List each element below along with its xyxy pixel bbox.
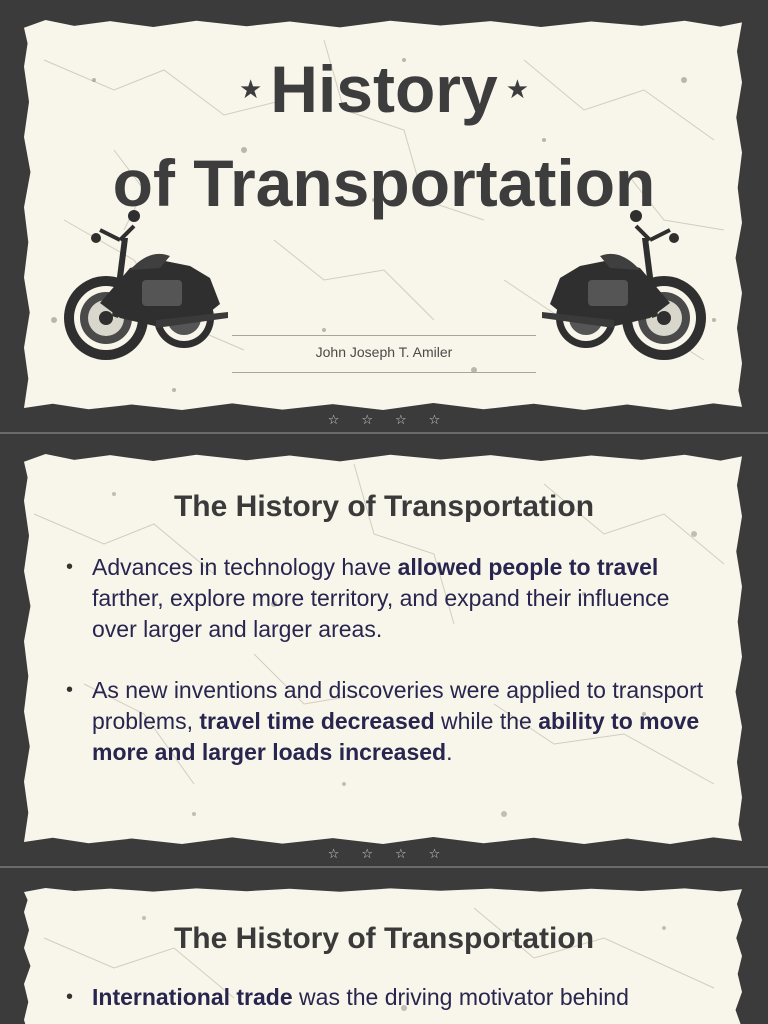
star-icon: ★ [238, 73, 263, 104]
bullet-list [66, 982, 716, 1024]
content-slide [0, 434, 768, 866]
bullet-item [66, 552, 716, 645]
content-slide-partial [0, 868, 768, 1024]
bullet-text: As new inventions and discoveries were applied to transport problems, [92, 677, 704, 734]
author-name: John Joseph T. Amiler [315, 344, 453, 360]
bullet-list [66, 552, 716, 798]
bullet-bold: travel time decreased [199, 708, 435, 734]
motorcycle-icon [60, 208, 230, 368]
bullet-bold: International trade [92, 984, 293, 1010]
bullet-item [66, 675, 716, 768]
title-line-2: of Transportation [112, 146, 656, 220]
bullet-item [66, 982, 716, 1013]
footer-stars: ☆☆☆☆ [327, 846, 463, 861]
title-line-1 [0, 52, 768, 126]
motorcycle-icon [540, 208, 710, 368]
star-icon: ★ [505, 73, 529, 104]
bullet-text: while the [434, 708, 539, 734]
bullet-bold: ability to move more and larger loads increased [92, 708, 700, 765]
bullet-text: . [446, 739, 453, 765]
slide-title: The History of Transportation [173, 922, 595, 955]
divider-line [232, 335, 536, 336]
bullet-bold: allowed people to travel [397, 554, 659, 580]
slide-title: The History of Transportation [173, 490, 595, 523]
bullet-text: Advances in technology have [92, 554, 398, 580]
bullet-text: was the driving motivator behind [292, 984, 629, 1010]
divider-line [232, 372, 536, 373]
title-text-1: History [270, 52, 498, 126]
footer-stars: ☆☆☆☆ [327, 412, 463, 427]
title-slide [0, 0, 768, 432]
bullet-text: farther, explore more territory, and expand their influence over larger and larger areas. [92, 585, 670, 642]
